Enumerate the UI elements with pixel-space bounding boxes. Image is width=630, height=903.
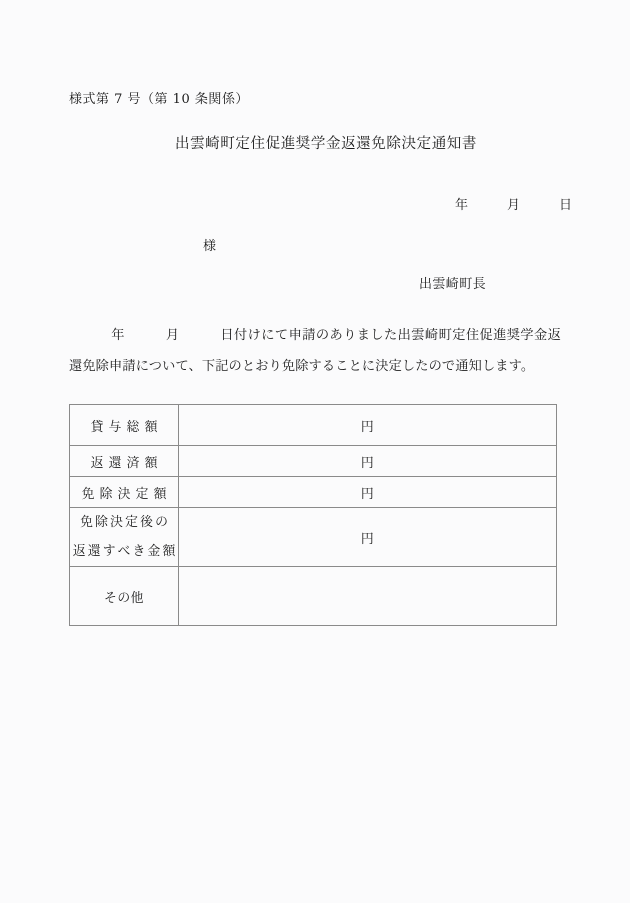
table-row [70,508,557,567]
row-label-text-line1: 免除決定後の [80,515,171,530]
currency-unit: 円 [360,419,375,435]
row-label-text: 返還済額 [90,455,163,471]
table-row-value-other[interactable] [179,567,557,626]
table-row-label-repaid [70,446,179,477]
issue-date-line: 年 月 日 [455,198,573,213]
currency-unit: 円 [360,455,375,471]
table-row-value-repaid[interactable] [179,446,557,477]
page-title: 出雲崎町定住促進奨学金返還免除決定通知書 [175,136,477,152]
table-row-label-exempt-amount [70,477,179,508]
table-row [70,446,557,477]
row-label-text: 免除決定額 [81,486,172,502]
body-line-1: 年 月 日付けにて申請のありました出雲崎町定住促進奨学金返還免除申 [69,328,561,374]
addressee-honorific: 様 [203,239,217,254]
currency-unit: 円 [360,531,375,547]
table-row-label-remaining [70,508,179,567]
issuer-name: 出雲崎町長 [419,277,487,292]
body-line-2: 請について、下記のとおり免除することに決定したので通知します。 [122,359,535,374]
table-row-label-loan-total [70,405,179,446]
amount-table [69,404,557,626]
table-row [70,567,557,626]
table-row-value-exempt-amount[interactable] [179,477,557,508]
row-label-text: その他 [104,590,144,606]
table-row [70,477,557,508]
table-row-label-other [70,567,179,626]
row-label-text-line2: 返還すべき金額 [72,544,178,559]
table-row-value-remaining[interactable] [179,508,557,567]
table-row [70,405,557,446]
table-row-value-loan-total[interactable] [179,405,557,446]
row-label-text: 貸与総額 [90,419,163,435]
currency-unit: 円 [360,486,375,502]
body-paragraph [69,320,561,382]
form-number: 様式第 7 号（第 10 条関係） [69,92,249,107]
